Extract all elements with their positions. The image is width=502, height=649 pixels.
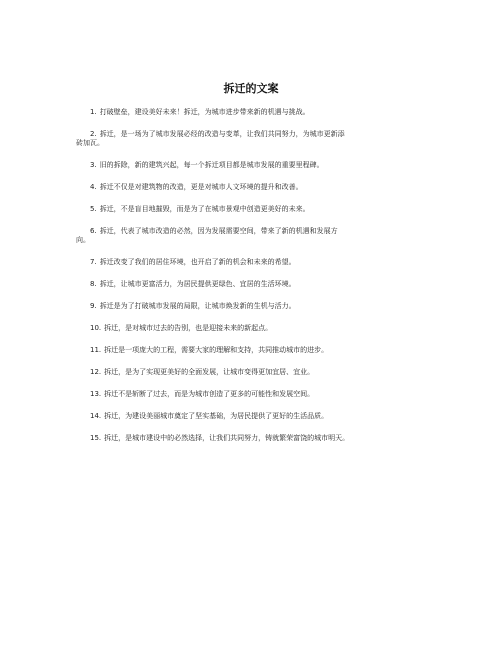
slogan-item: [90, 390, 420, 399]
slogan-item: [90, 108, 420, 117]
slogan-text: 打破壁垒，建设美好未来！拆迁，为城市进步带来新的机遇与挑战。: [99, 108, 310, 116]
slogan-number: 8.: [90, 280, 97, 288]
slogan-number: 5.: [90, 205, 97, 213]
slogan-item: [90, 183, 420, 192]
slogan-text: 拆迁，不是盲目地摧毁，而是为了在城市景观中创造更美好的未来。: [99, 205, 310, 213]
slogan-number: 12.: [90, 368, 102, 376]
slogan-number: 10.: [90, 324, 102, 332]
slogan-item: [90, 280, 420, 289]
slogan-item: [90, 161, 420, 170]
slogan-number: 7.: [90, 258, 97, 266]
slogan-item: [90, 205, 420, 214]
slogan-number: 11.: [90, 346, 102, 354]
slogan-number: 1.: [90, 108, 97, 116]
slogan-text: 拆迁，是城市建设中的必然选择，让我们共同努力，铸就繁荣富饶的城市明天。: [104, 434, 350, 442]
slogan-number: 6.: [90, 227, 97, 235]
slogan-item: [90, 258, 420, 267]
slogan-number: 2.: [90, 130, 97, 138]
slogan-number: 13.: [90, 390, 102, 398]
slogan-item: [90, 302, 420, 311]
slogan-item: [76, 227, 420, 245]
slogan-item: [76, 130, 420, 148]
slogan-text: 拆迁，是为了实现更美好的全面发展，让城市变得更加宜居、宜业。: [104, 368, 315, 376]
slogan-text: 拆迁不是斩断了过去，而是为城市创造了更多的可能性和发展空间。: [104, 390, 315, 398]
slogan-item: [90, 434, 420, 443]
slogan-text: 旧的拆除，新的建筑兴起，每一个拆迁项目都是城市发展的重要里程碑。: [99, 161, 324, 169]
slogan-text: 拆迁，代表了城市改造的必然，因为发展需要空间，带来了新的机遇和发展方: [99, 227, 338, 235]
slogan-text: 拆迁，是对城市过去的告别，也是迎接未来的新起点。: [104, 324, 273, 332]
slogan-item: [90, 324, 420, 333]
slogan-number: 3.: [90, 161, 97, 169]
slogan-number: 15.: [90, 434, 102, 442]
slogan-text: 拆迁是一项庞大的工程，需要大家的理解和支持，共同推动城市的进步。: [104, 346, 329, 354]
slogan-text: 拆迁，为建设美丽城市奠定了坚实基础，为居民提供了更好的生活品质。: [104, 412, 329, 420]
slogan-text: 拆迁是为了打破城市发展的局限，让城市焕发新的生机与活力。: [99, 302, 296, 310]
slogan-text: 拆迁改变了我们的居住环境，也开启了新的机会和未来的希望。: [99, 258, 296, 266]
slogan-text: 拆迁不仅是对建筑物的改造，更是对城市人文环境的提升和改善。: [99, 183, 303, 191]
slogan-text: 拆迁，让城市更富活力，为居民提供更绿色、宜居的生活环境。: [99, 280, 296, 288]
slogan-text-continuation: 向。: [76, 236, 90, 244]
slogan-item: [90, 368, 420, 377]
slogan-text: 拆迁，是一场为了城市发展必经的改造与变革，让我们共同努力，为城市更新添: [99, 130, 345, 138]
document-title: 拆迁的文案: [223, 82, 279, 95]
slogan-item: [90, 346, 420, 355]
slogan-list: [76, 108, 420, 456]
slogan-number: 14.: [90, 412, 102, 420]
slogan-text-continuation: 砖加瓦。: [76, 139, 104, 147]
slogan-number: 4.: [90, 183, 97, 191]
slogan-item: [90, 412, 420, 421]
slogan-number: 9.: [90, 302, 97, 310]
